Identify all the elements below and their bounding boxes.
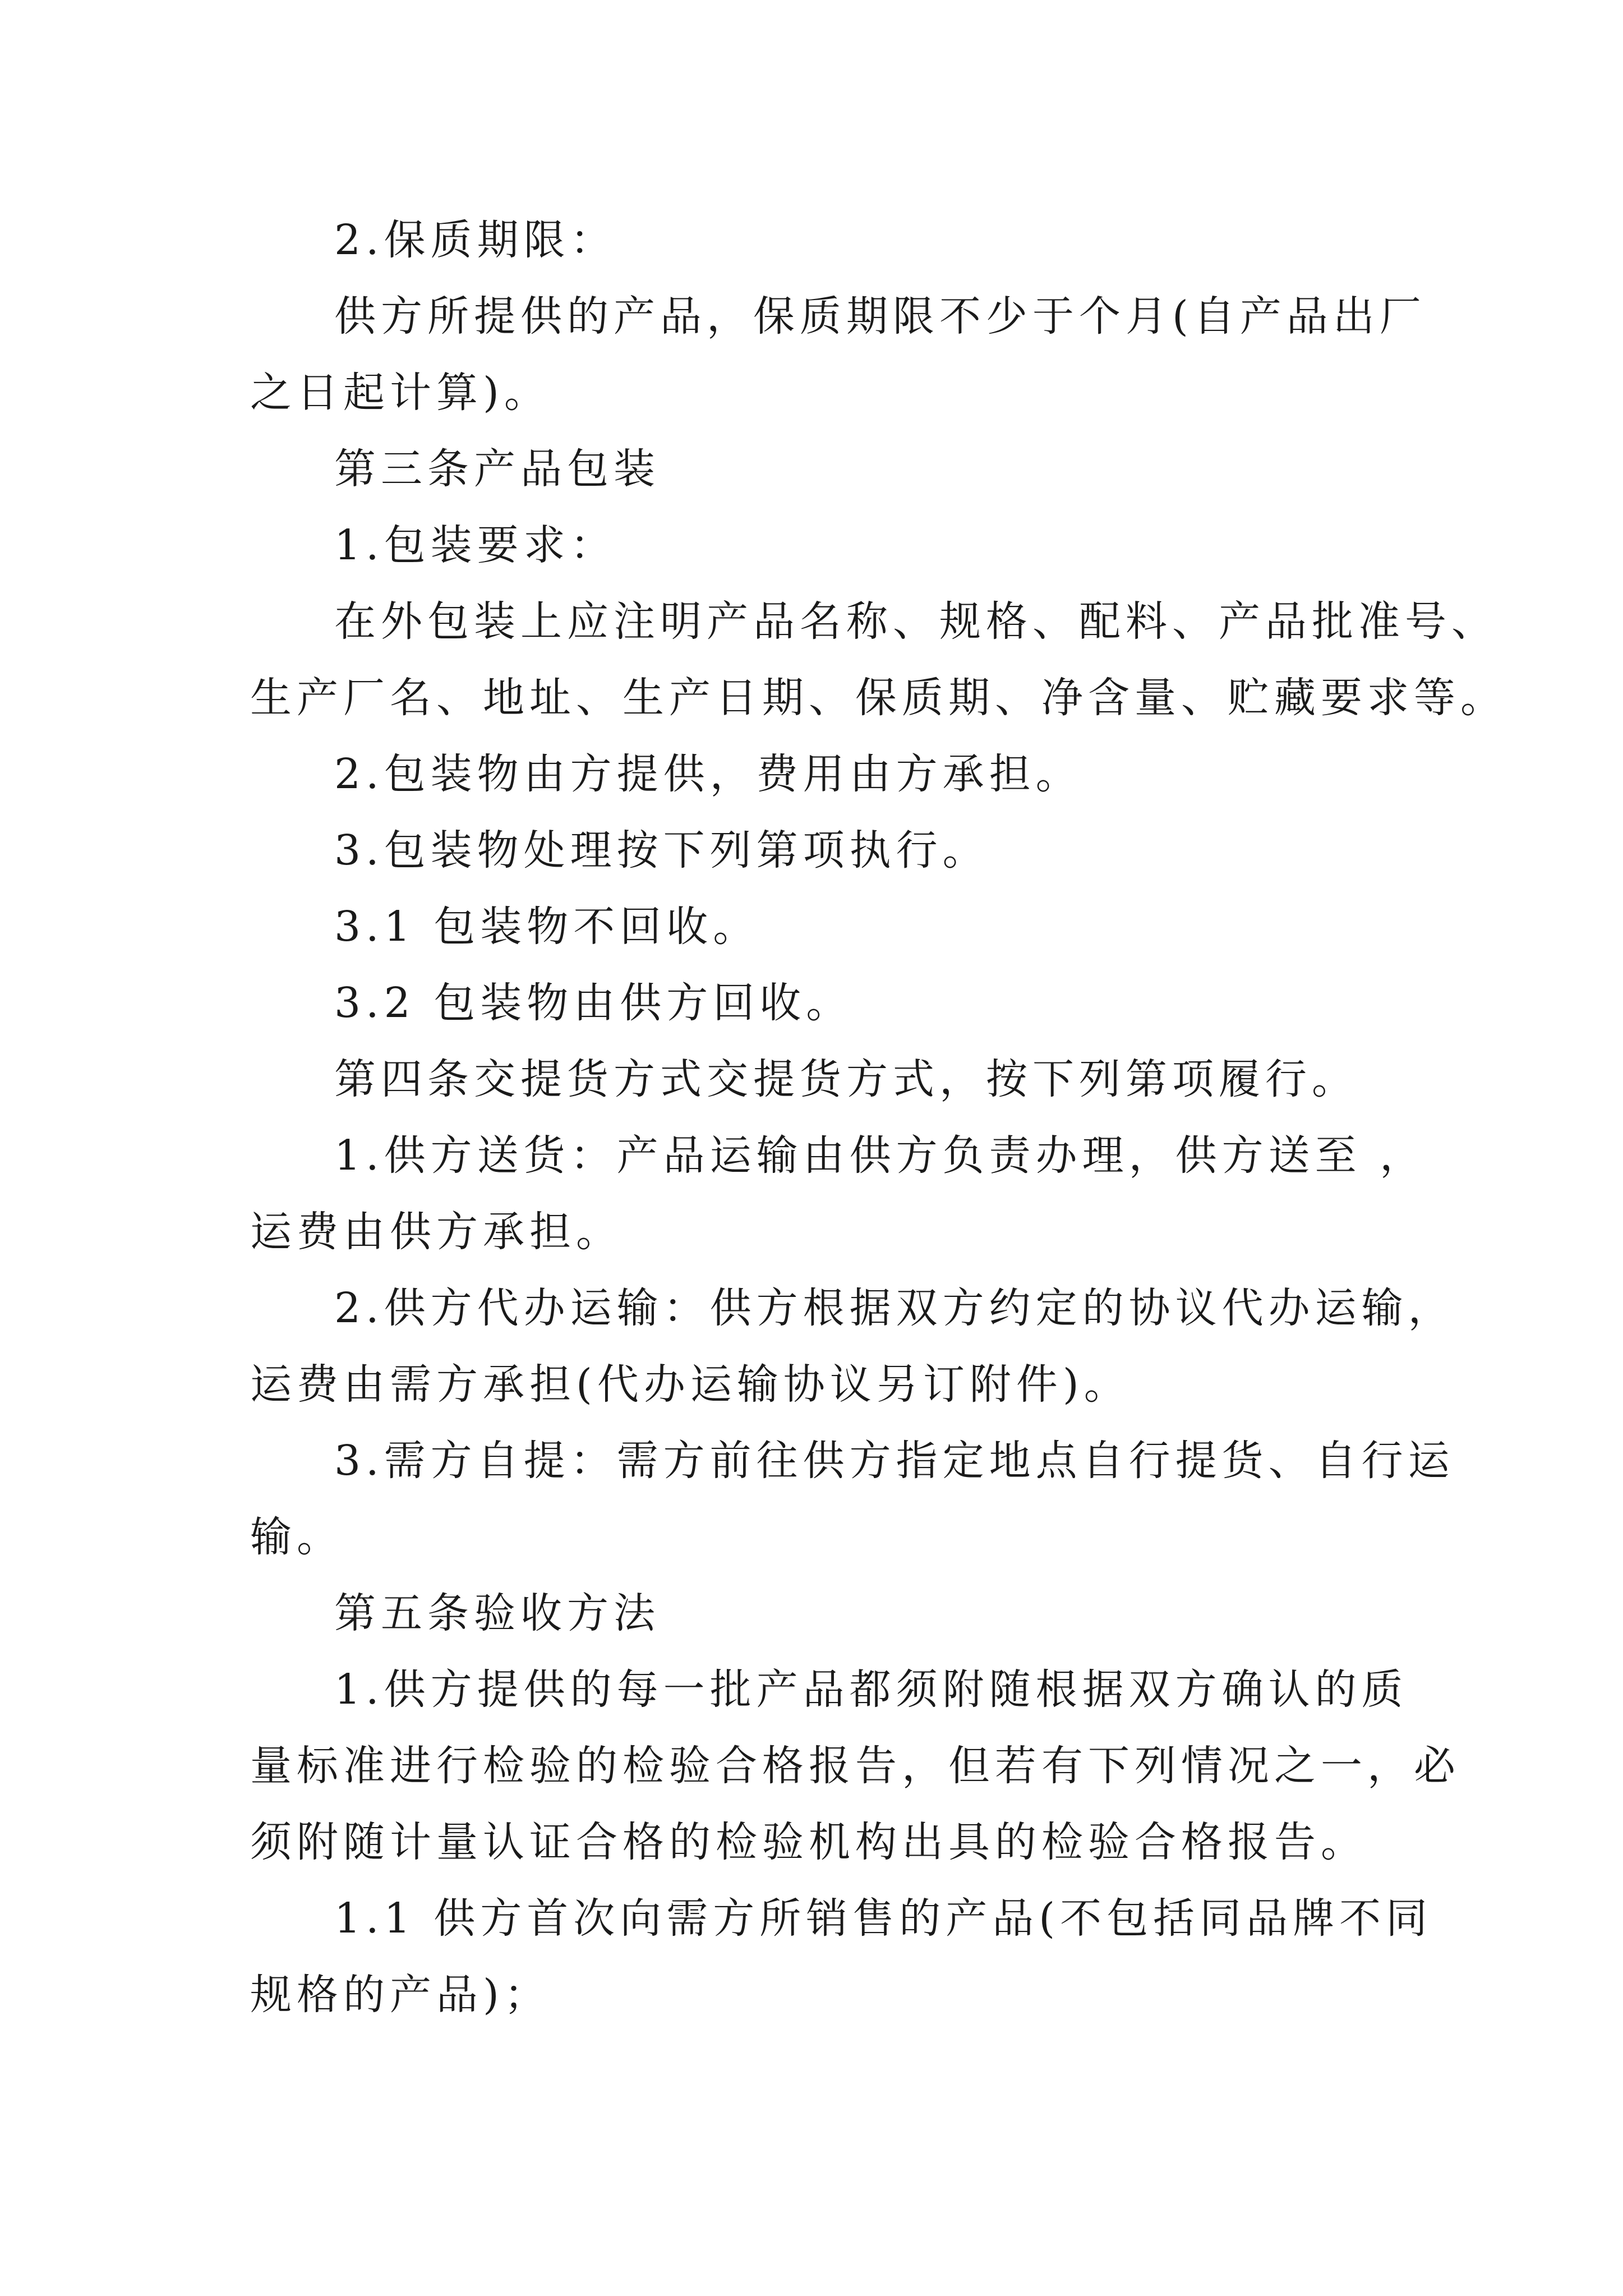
paragraph-line: 1.供方提供的每一批产品都须附随根据双方确认的质 (334, 1665, 1408, 1714)
paragraph-line: 3.包装物处理按下列第项执行。 (334, 826, 989, 875)
paragraph-line: 供方所提供的产品，保质期限不少于个月(自产品出厂 (334, 292, 1426, 341)
paragraph-line: 量标准进行检验的检验合格报告，但若有下列情况之一，必 (250, 1742, 1460, 1790)
paragraph-line: 2.供方代办运输：供方根据双方约定的协议代办运输， (334, 1284, 1455, 1332)
section-heading: 1.包装要求： (334, 521, 617, 569)
paragraph-line: 之日起计算)。 (250, 369, 551, 417)
paragraph-line: 须附随计量认证合格的检验机构出具的检验合格报告。 (250, 1818, 1367, 1866)
section-heading: 2.保质期限： (334, 216, 617, 264)
article-heading: 第三条产品包装 (334, 445, 660, 493)
article-heading: 第四条交提货方式交提货方式，按下列第项履行。 (334, 1055, 1358, 1103)
paragraph-line: 在外包装上应注明产品名称、规格、配料、产品批准号、 (334, 597, 1498, 646)
paragraph-line: 2.包装物由方提供，费用由方承担。 (334, 750, 1082, 798)
paragraph-line: 生产厂名、地址、生产日期、保质期、净含量、贮藏要求等。 (250, 674, 1507, 722)
list-item: 3.1 包装物不回收。 (334, 903, 760, 951)
paragraph-line: 运费由需方承担(代办运输协议另订附件)。 (250, 1360, 1131, 1409)
list-item: 1.1 供方首次向需方所销售的产品(不包括同品牌不同 (334, 1894, 1433, 1943)
list-item: 3.2 包装物由供方回收。 (334, 979, 853, 1027)
paragraph-line: 1.供方送货：产品运输由供方负责办理，供方送至 ， (334, 1131, 1427, 1180)
paragraph-line: 规格的产品)； (250, 1971, 551, 2019)
paragraph-line: 输。 (250, 1513, 343, 1561)
paragraph-line: 运费由供方承担。 (250, 1208, 623, 1256)
article-heading: 第五条验收方法 (334, 1589, 660, 1637)
paragraph-line: 3.需方自提：需方前往供方指定地点自行提货、自行运 (334, 1437, 1455, 1485)
document-body (250, 202, 1507, 2033)
